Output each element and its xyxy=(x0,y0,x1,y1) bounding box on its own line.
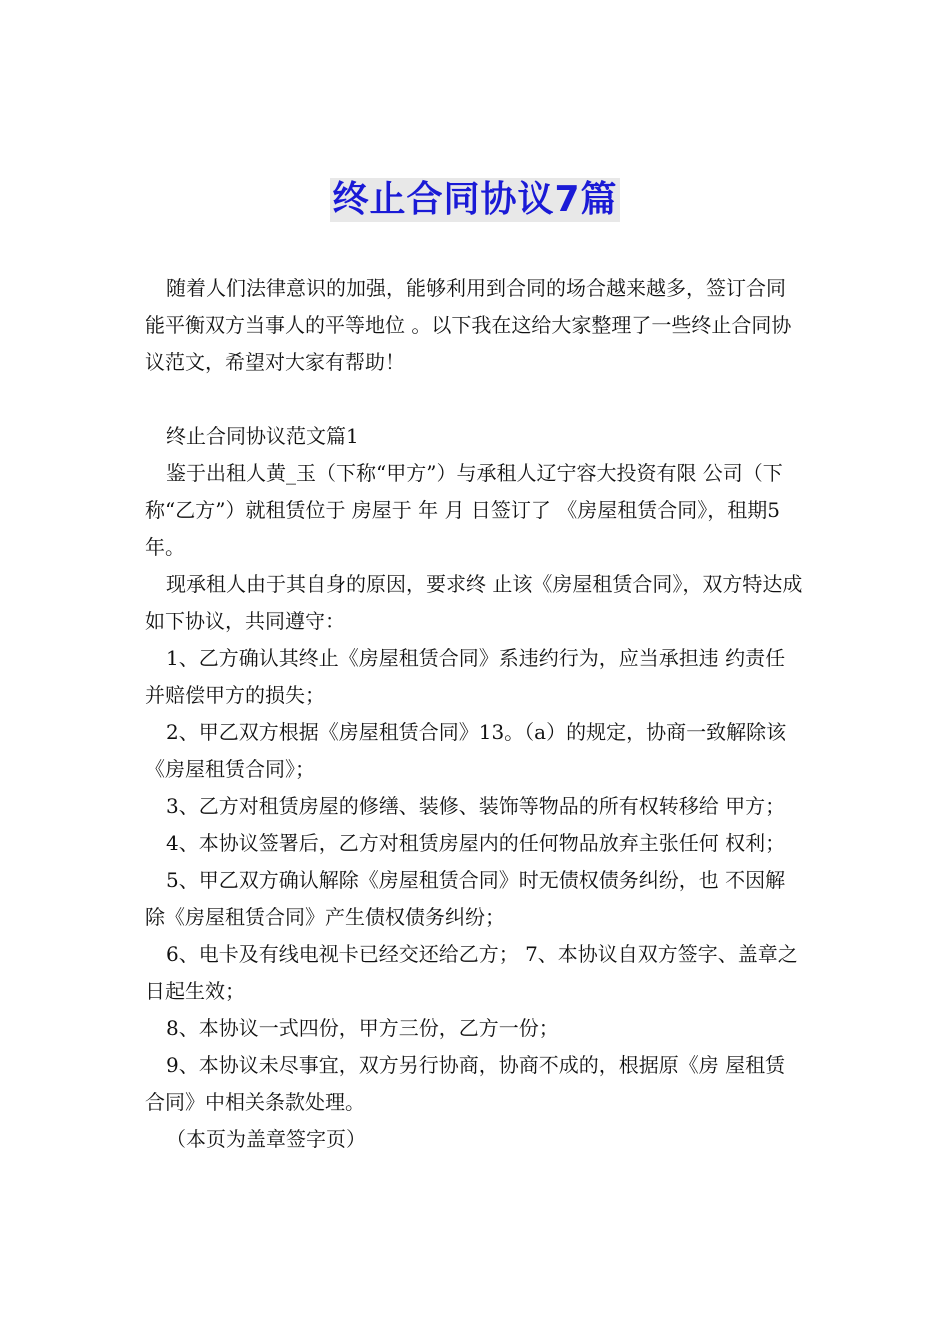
clause-1: 1、乙方确认其终止《房屋租赁合同》系违约行为，应当承担违 约责任并赔偿甲方的损失； xyxy=(145,646,786,707)
blank-line xyxy=(145,381,805,418)
clause-8: 8、本协议一式四份，甲方三份，乙方一份； xyxy=(166,1016,559,1040)
section-heading: 终止合同协议范文篇1 xyxy=(166,424,359,448)
clause-4: 4、本协议签署后，乙方对租赁房屋内的任何物品放弃主张任何 权利； xyxy=(166,831,786,855)
signature-page-note: （本页为盖章签字页） xyxy=(166,1127,366,1151)
clause-6-7: 6、电卡及有线电视卡已经交还给乙方； 7、本协议自双方签字、盖章之日起生效； xyxy=(145,942,798,1003)
clause-2: 2、甲乙双方根据《房屋租赁合同》13。（a）的规定，协商一致解除该《房屋租赁合同》； xyxy=(145,720,787,781)
document-title: 终止合同协议7篇 xyxy=(332,179,618,220)
clause-9: 9、本协议未尽事宜，双方另行协商，协商不成的，根据原《房 屋租赁合同》中相关条款处理。 xyxy=(145,1053,786,1114)
intro-paragraph: 随着人们法律意识的加强，能够利用到合同的场合越来越多，签订合同能平衡双方当事人的平等地位 。以下我在这给大家整理了一些终止合同协议范文，希望对大家有帮助！ xyxy=(145,276,792,374)
paragraph-recital: 鉴于出租人黄_玉（下称“甲方”）与承租人辽宁容大投资有限 公司（下称“乙方”）就租赁位于 房屋于 年 月 日签订了 《房屋租赁合同》，租期5年。 xyxy=(145,461,783,559)
clause-5: 5、甲乙双方确认解除《房屋租赁合同》时无债权债务纠纷，也 不因解除《房屋租赁合同》产生债权债务纠纷； xyxy=(145,868,786,929)
title-container xyxy=(0,178,950,222)
document-body xyxy=(145,270,805,1158)
paragraph-request: 现承租人由于其自身的原因，要求终 止该《房屋租赁合同》，双方特达成如下协议，共同遵守： xyxy=(145,572,803,633)
clause-3: 3、乙方对租赁房屋的修缮、装修、装饰等物品的所有权转移给 甲方； xyxy=(166,794,786,818)
